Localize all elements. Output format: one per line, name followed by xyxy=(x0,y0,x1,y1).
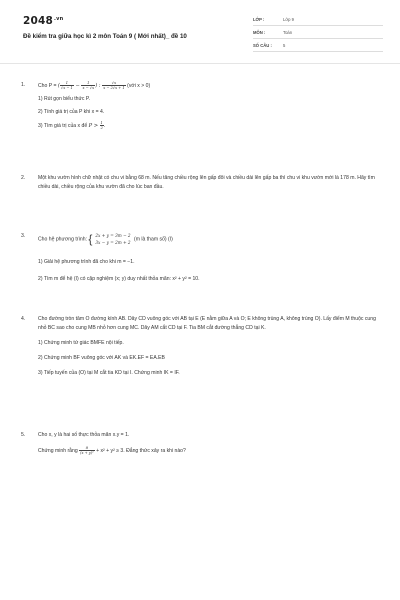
meta-label: SỐ CÂU : xyxy=(253,43,272,48)
question-number: 3. xyxy=(21,233,26,239)
subquestion-3: 3) Tìm giá trị của x để P > $\frac{1}{2}$ . xyxy=(38,120,106,130)
question-statement: Cho x, y là hai số thực thỏa mãn x.y = 1. xyxy=(38,432,130,438)
statement-text: Cho P = xyxy=(38,82,57,89)
logo-suffix: .vn xyxy=(54,15,64,22)
meta-label: LỚP : xyxy=(253,17,265,22)
question-number: 1. xyxy=(21,82,26,88)
meta-value: Toán xyxy=(283,30,293,35)
question-number: 4. xyxy=(21,316,26,322)
question-body xyxy=(38,81,380,131)
question-body xyxy=(38,315,380,378)
meta-row-subject xyxy=(253,28,383,39)
fraction: $\frac{1}{2}$ xyxy=(100,120,103,130)
exam-meta xyxy=(253,15,383,54)
question-statement: Một khu vườn hình chữ nhật có chu vi bằng 68 m. Nếu tăng chiều rộng lên gấp đôi và chiều dài lên gấp ba thì chu vi khu vườn mới là 178 m. Hãy tìm chiều dài, chiều rộng của khu vườn đã cho lúc ban đầu. xyxy=(38,175,375,190)
parameter-note: (m là tham số) (I) xyxy=(134,236,173,243)
exam-title: Đề kiểm tra giữa học kì 2 môn Toán 9 ( Mới nhất)_ đề 10 xyxy=(23,33,187,40)
statement-text: Cho hệ phương trình: xyxy=(38,236,87,243)
subquestion-1: 1) Giải hệ phương trình đã cho khi m = −1. xyxy=(38,259,135,265)
site-logo[interactable] xyxy=(23,15,63,27)
fraction: $\frac{1}{√x - 1}$ xyxy=(60,81,73,90)
logo-text: 2048 xyxy=(23,15,54,27)
question-body xyxy=(38,232,380,284)
question-statement: Cho P = ( $\frac{1}{√x - 1}$ − $\frac{1}{x - √x}$ ) : $\frac{√x}{x - 2√x + 1}$ (với x > 0) xyxy=(38,81,151,90)
subquestion-1: 1) Chứng minh tứ giác BMFE nội tiếp. xyxy=(38,340,124,346)
proof-statement: Chứng minh rằng $\frac{8}{\text{(x + y)²}}$ + x² + y² ≥ 3. Đẳng thức xảy ra khi nào? xyxy=(38,446,186,455)
brace-icon: { xyxy=(88,232,93,246)
meta-value: 5 xyxy=(283,43,286,48)
meta-row-count xyxy=(253,41,383,52)
fraction: $\frac{1}{x - √x}$ xyxy=(82,81,95,90)
meta-row-class xyxy=(253,15,383,26)
subquestion-2: 2) Tính giá trị của P khi x = 4. xyxy=(38,108,105,115)
question-body xyxy=(38,431,380,456)
question-body xyxy=(38,174,380,192)
subquestion-2: 2) Tìm m để hệ (I) có cặp nghiệm (x; y) duy nhất thỏa mãn: x² + y² = 10. xyxy=(38,276,200,282)
meta-label: MÔN : xyxy=(253,30,266,35)
fraction: $\frac{8}{\text{(x + y)²}}$ xyxy=(80,446,94,455)
condition-text: (với x > 0) xyxy=(127,82,151,89)
subquestion-3: 3) Tiếp tuyến của (O) tại M cắt tia KD tại I. Chứng minh IK = IF. xyxy=(38,370,180,376)
header-divider xyxy=(0,63,400,64)
question-number: 2. xyxy=(21,175,26,181)
question-statement: Cho đường tròn tâm O đường kính AB. Dây CD vuông góc với AB tại E (E nằm giữa A và O; E không trùng A, không trùng O). Lấy điểm M thuộc cung nhỏ BC sao cho cung MB nhỏ hơn cung MC. Dây AM cắt CD tại F. Tia BM cắt đường thẳng CD tại K. xyxy=(38,316,376,331)
subquestion-1: 1) Rút gọn biểu thức P. xyxy=(38,95,91,102)
header xyxy=(0,0,400,62)
meta-value: Lớp 9 xyxy=(283,17,294,22)
subquestion-2: 2) Chứng minh BF vuông góc với AK và EK.EF = EA.EB xyxy=(38,355,165,361)
question-statement xyxy=(38,232,380,250)
question-number: 5. xyxy=(21,432,26,438)
equation-system: 2x + y = 3m − 2 3x − y = 2m + 2 xyxy=(95,233,131,245)
fraction: $\frac{√x}{x - 2√x + 1}$ xyxy=(103,81,125,90)
